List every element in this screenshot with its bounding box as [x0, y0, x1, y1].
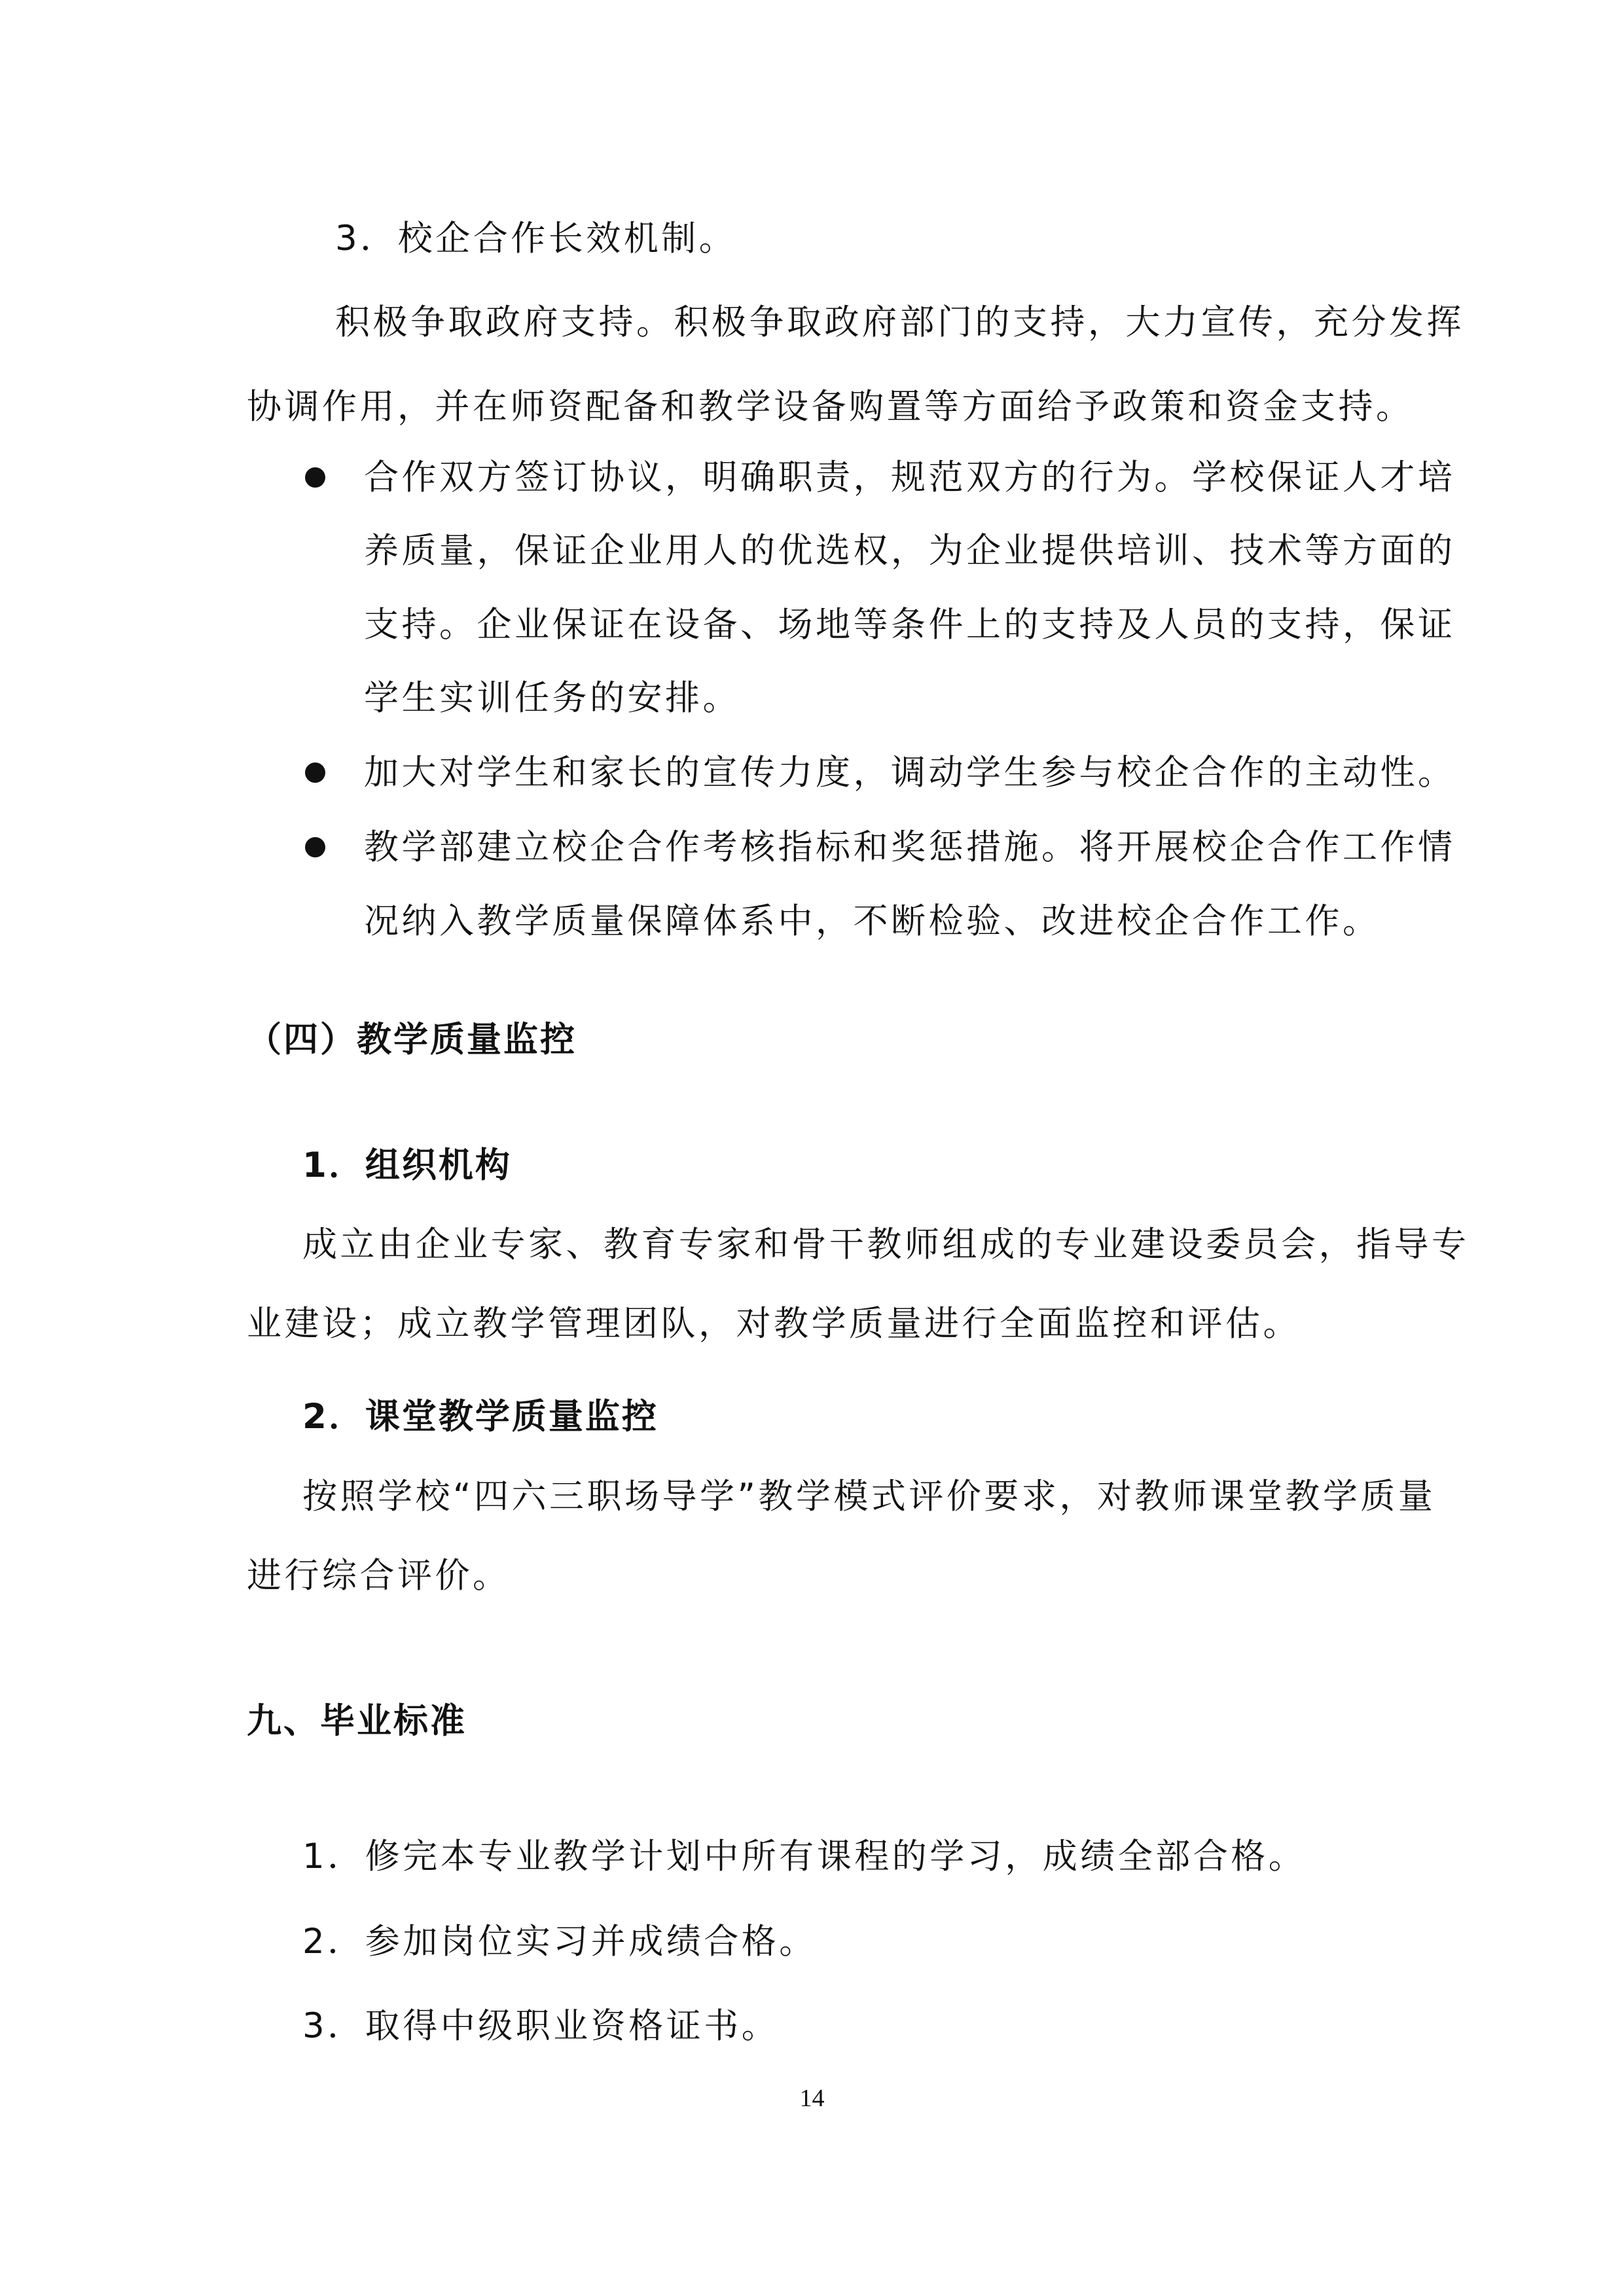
page-number: 14 — [799, 2085, 825, 2112]
graduation-requirement: 1．修完本专业教学计划中所有课程的学习，成绩全部合格。 — [302, 1837, 1307, 1876]
bullet-item-line: 教学部建立校企合作考核指标和奖惩措施。将开展校企合作工作情 — [364, 827, 1456, 867]
bullet-item-line: 养质量，保证企业用人的优选权，为企业提供培训、技术等方面的 — [364, 531, 1456, 571]
bullet-dot — [305, 467, 325, 488]
bullet-dot — [305, 837, 325, 857]
graduation-requirement: 3．取得中级职业资格证书。 — [302, 2006, 780, 2046]
chapter-heading-9: 九、毕业标准 — [247, 1701, 467, 1741]
bullet-item-line: 况纳入教学质量保障体系中，不断检验、改进校企合作工作。 — [364, 901, 1380, 941]
bullet-item-line: 学生实训任务的安排。 — [364, 678, 740, 718]
paragraph-line: 按照学校“四六三职场导学”教学模式评价要求，对教师课堂教学质量 — [302, 1477, 1436, 1516]
subsection-heading-2: 2．课堂教学质量监控 — [302, 1397, 659, 1437]
bullet-item-line: 合作双方签订协议，明确职责，规范双方的行为。学校保证人才培 — [364, 457, 1456, 497]
paragraph-line: 进行综合评价。 — [247, 1556, 511, 1596]
paragraph-line: 业建设；成立教学管理团队，对教学质量进行全面监控和评估。 — [247, 1304, 1301, 1344]
bullet-dot — [305, 762, 325, 783]
graduation-requirement: 2．参加岗位实习并成绩合格。 — [302, 1922, 817, 1962]
paragraph-line: 协调作用，并在师资配备和教学设备购置等方面给予政策和资金支持。 — [247, 387, 1414, 427]
bullet-item-line: 支持。企业保证在设备、场地等条件上的支持及人员的支持，保证 — [364, 605, 1456, 645]
paragraph-line: 成立由企业专家、教育专家和骨干教师组成的专业建设委员会，指导专 — [302, 1225, 1470, 1265]
subsection-heading-3: 3．校企合作长效机制。 — [335, 219, 737, 259]
bullet-item-line: 加大对学生和家长的宣传力度，调动学生参与校企合作的主动性。 — [364, 753, 1456, 793]
subsection-heading-1: 1．组织机构 — [302, 1145, 512, 1185]
section-heading-4: （四）教学质量监控 — [247, 1020, 577, 1060]
paragraph-line: 积极争取政府支持。积极争取政府部门的支持，大力宣传，充分发挥 — [335, 302, 1464, 342]
